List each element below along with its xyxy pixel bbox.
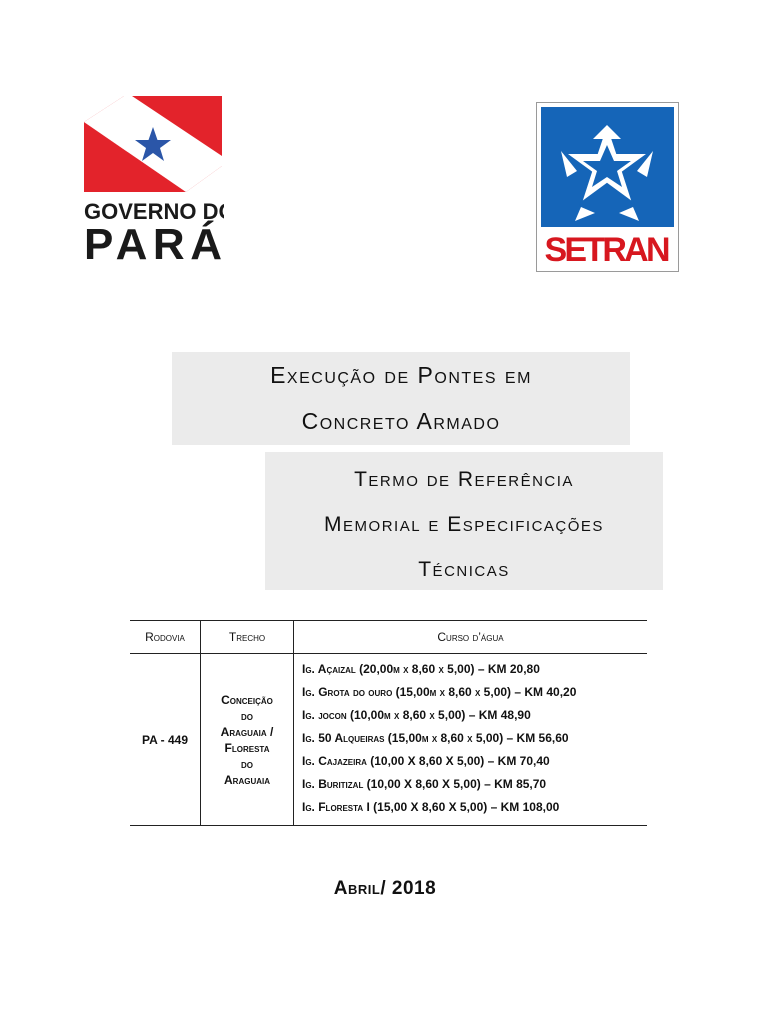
trecho-line: Araguaia / bbox=[220, 724, 274, 739]
route-table bbox=[130, 620, 647, 826]
title-line-1: Execução de Pontes em bbox=[270, 362, 532, 388]
trecho-cell bbox=[201, 654, 294, 826]
header-trecho: Trecho bbox=[201, 621, 294, 654]
subtitle-line-3: Técnicas bbox=[418, 558, 510, 581]
curso-item: Ig. Cajazeira (10,00 X 8,60 X 5,00) – KM 70,40 bbox=[302, 754, 550, 768]
curso-item: Ig. jocon (10,00m x 8,60 x 5,00) – KM 48,90 bbox=[302, 708, 531, 722]
trecho-line: Floresta bbox=[224, 740, 270, 755]
subtitle-line-1: Termo de Referência bbox=[354, 468, 574, 491]
governo-do-para-logo bbox=[84, 96, 224, 262]
setran-logo bbox=[536, 102, 679, 272]
rodovia-cell: PA - 449 bbox=[130, 654, 201, 826]
curso-item: Ig. Grota do ouro (15,00m x 8,60 x 5,00) – KM 40,20 bbox=[302, 685, 577, 699]
title-line-2: Concreto Armado bbox=[301, 408, 501, 434]
setran-star-icon bbox=[537, 103, 678, 271]
trecho-line: Conceição bbox=[221, 692, 273, 707]
curso-item: Ig. Buritizal (10,00 X 8,60 X 5,00) – KM 85,70 bbox=[302, 777, 547, 791]
curso-item: Ig. Floresta I (15,00 X 8,60 X 5,00) – KM 108,00 bbox=[302, 800, 560, 814]
document-date: Abril/ 2018 bbox=[333, 878, 437, 899]
trecho-line: do bbox=[241, 756, 253, 771]
header-rodovia: Rodovia bbox=[130, 621, 201, 654]
document-subtitle bbox=[265, 452, 663, 590]
governo-do-text: GOVERNO DO bbox=[84, 199, 224, 224]
trecho-line: do bbox=[241, 708, 253, 723]
subtitle-line-2: Memorial e Especificações bbox=[324, 513, 604, 536]
table-header-row bbox=[130, 621, 647, 654]
document-title bbox=[172, 352, 630, 445]
para-text: PARÁ bbox=[84, 220, 222, 262]
header-curso: Curso d’água bbox=[294, 621, 648, 654]
curso-item: Ig. Açaizal (20,00m x 8,60 x 5,00) – KM 20,80 bbox=[302, 662, 540, 676]
para-flag-icon bbox=[84, 96, 224, 262]
table-row bbox=[130, 654, 647, 826]
cursos-cell bbox=[294, 654, 648, 826]
curso-item: Ig. 50 Alqueiras (15,00m x 8,60 x 5,00) – KM 56,60 bbox=[302, 731, 569, 745]
trecho-line: Araguaia bbox=[224, 772, 270, 787]
setran-text: SETRAN bbox=[544, 231, 671, 269]
